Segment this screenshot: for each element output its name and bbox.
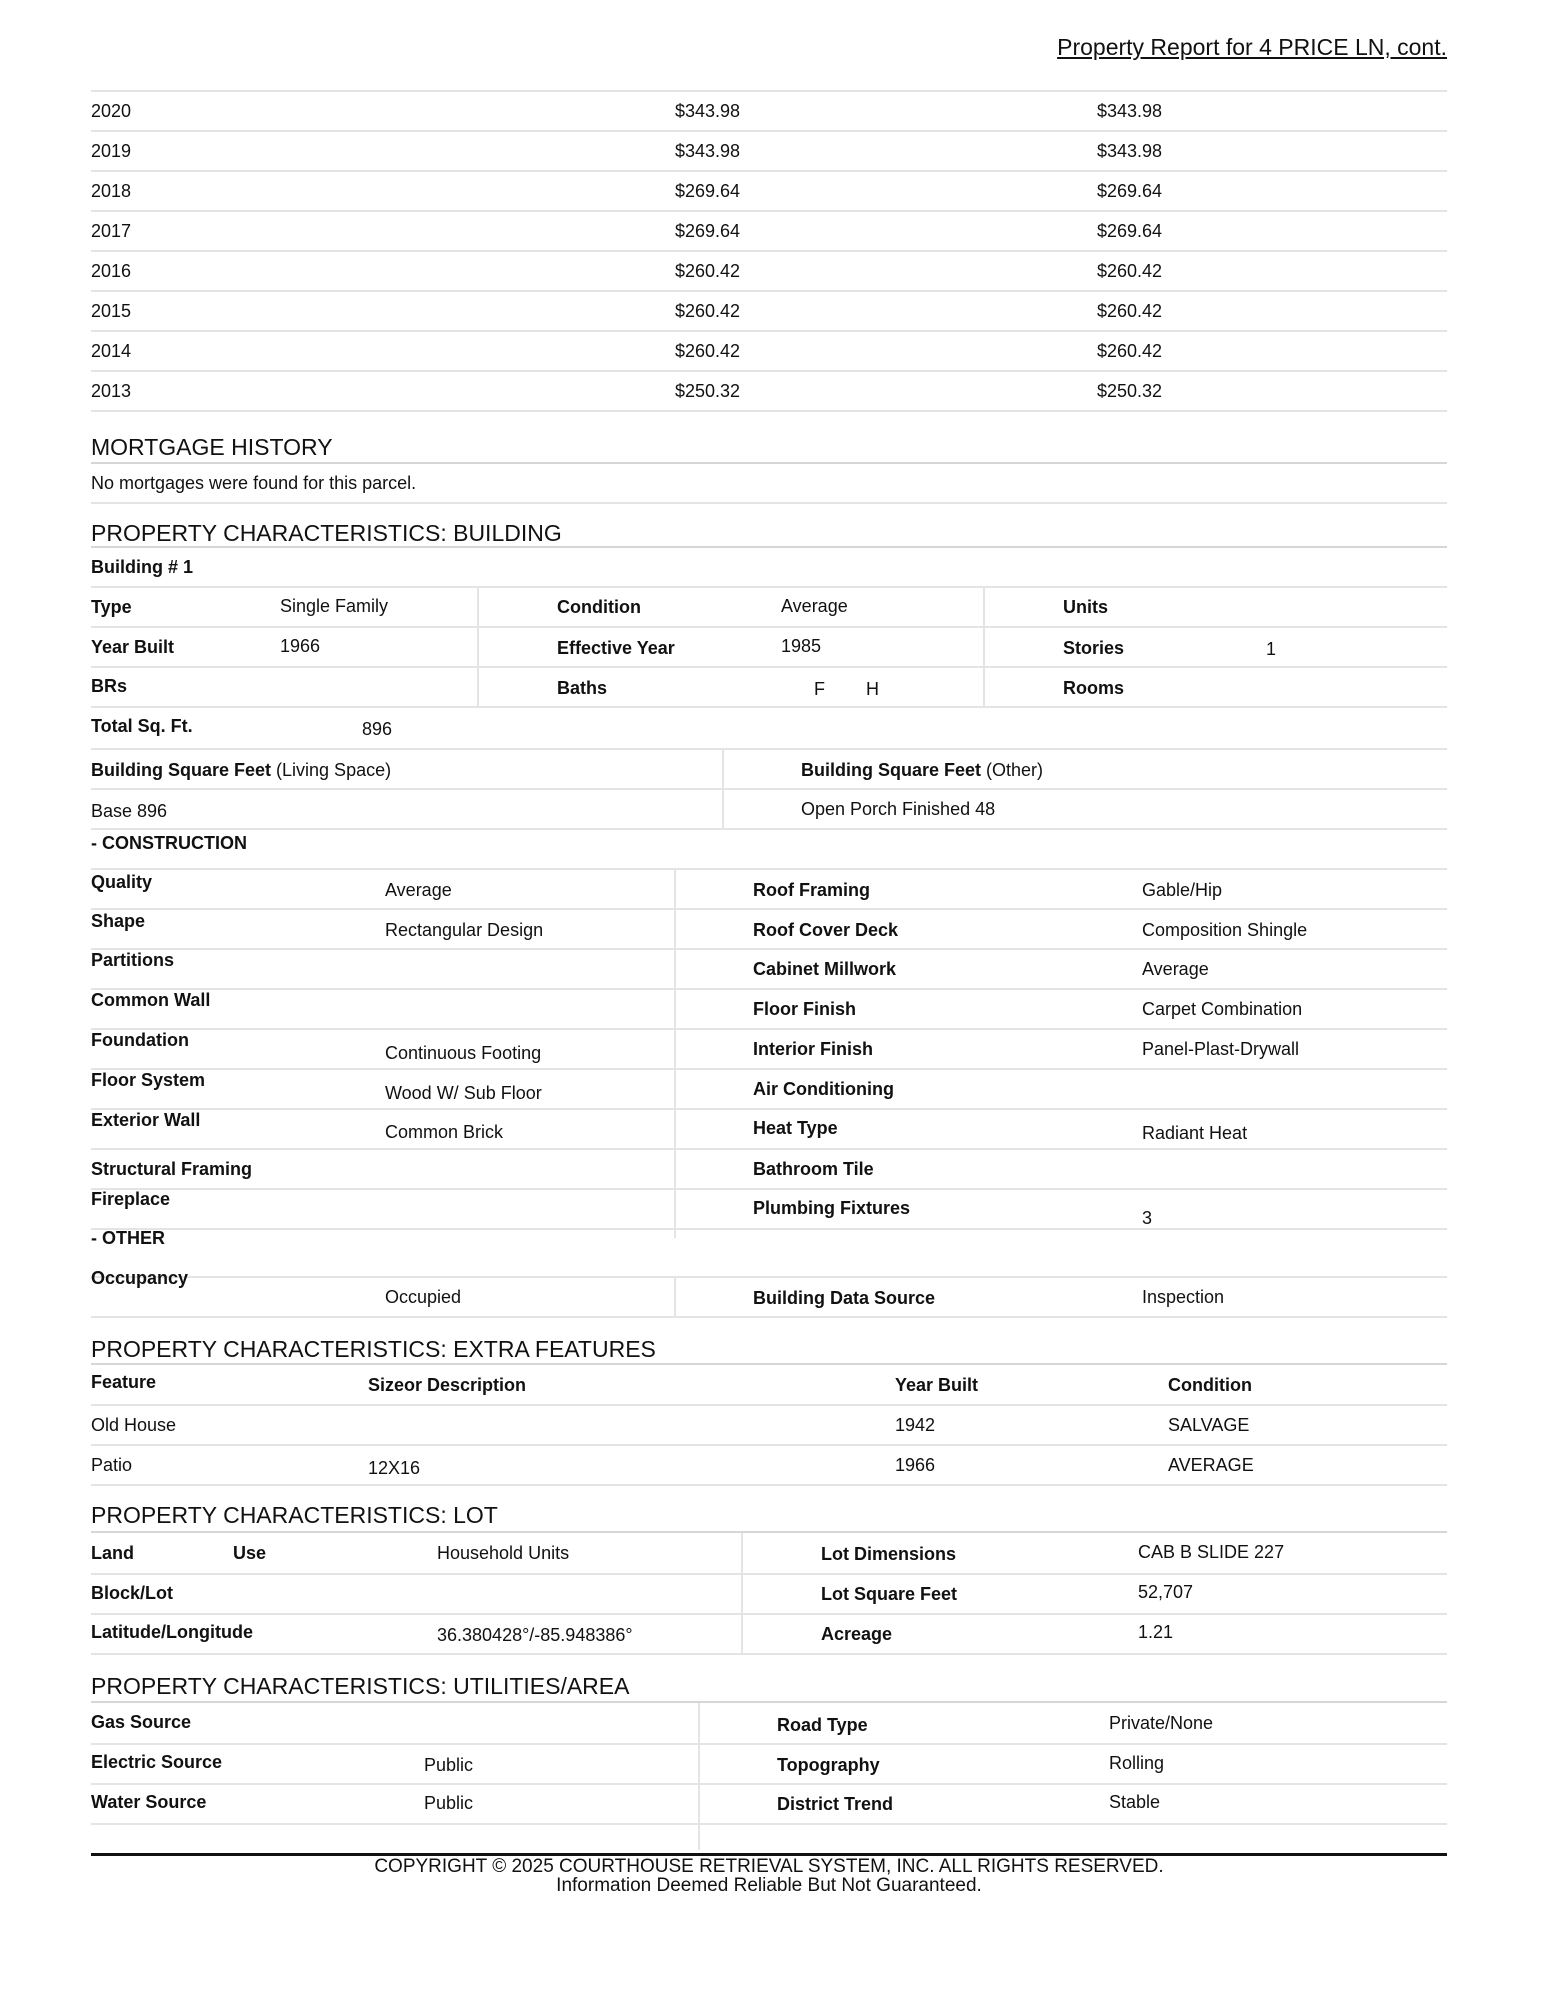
- tax-amount-1: $269.64: [675, 221, 741, 241]
- living-space-label: [91, 760, 391, 781]
- construction-label: Exterior Wall: [91, 1110, 201, 1130]
- feature-condition: AVERAGE: [1168, 1455, 1254, 1475]
- tax-year: 2020: [91, 101, 132, 121]
- extra-features-title-rule: [91, 1363, 1447, 1365]
- baths-half-marker: H: [866, 679, 879, 699]
- electric-source-value: Public: [424, 1755, 474, 1775]
- land-use-value: Household Units: [437, 1543, 570, 1563]
- type-value: Single Family: [280, 596, 389, 616]
- construction-value: Wood W/ Sub Floor: [385, 1083, 542, 1103]
- rule: [91, 1316, 1447, 1318]
- tax-amount-1: $260.42: [675, 261, 741, 281]
- construction-label: Plumbing Fixtures: [753, 1198, 911, 1218]
- tax-history-row: [91, 132, 1447, 172]
- rule: [91, 626, 1447, 628]
- electric-source-label: Electric Source: [91, 1752, 223, 1772]
- mortgage-bottom-rule: [91, 502, 1447, 504]
- lot-dimensions-label: Lot Dimensions: [821, 1544, 957, 1564]
- rooms-label: Rooms: [1063, 678, 1125, 698]
- tax-history-row: [91, 252, 1447, 292]
- building-data-source-label: Building Data Source: [753, 1288, 936, 1308]
- rule: [91, 748, 1447, 750]
- condition-label: Condition: [557, 597, 641, 617]
- occupancy-value: Occupied: [385, 1287, 462, 1307]
- size-column-header: Sizeor Description: [368, 1375, 527, 1395]
- units-label: Units: [1063, 597, 1108, 617]
- rule: [91, 788, 1447, 790]
- total-sqft-value: 896: [362, 719, 393, 739]
- copyright-text: COPYRIGHT © 2025 COURTHOUSE RETRIEVAL SYSTEM, INC. ALL RIGHTS RESERVED.: [374, 1856, 1164, 1877]
- year-built-value: 1966: [280, 636, 321, 656]
- rule: [91, 1743, 1447, 1745]
- type-label: Type: [91, 597, 132, 617]
- column-divider: [698, 1703, 700, 1850]
- effective-year-label: Effective Year: [557, 638, 675, 658]
- lot-title-rule: [91, 1531, 1447, 1533]
- extra-features-section-title: PROPERTY CHARACTERISTICS: EXTRA FEATURES: [91, 1336, 656, 1362]
- feature-name: Old House: [91, 1415, 177, 1435]
- district-trend-value: Stable: [1109, 1792, 1161, 1812]
- column-divider: [722, 750, 724, 830]
- report-page: [91, 0, 1447, 2000]
- rule: [91, 1228, 1447, 1230]
- acreage-label: Acreage: [821, 1624, 893, 1644]
- year-built-column-header: Year Built: [895, 1375, 979, 1395]
- mortgage-empty-message: No mortgages were found for this parcel.: [91, 473, 417, 493]
- lot-dimensions-value: CAB B SLIDE 227: [1138, 1542, 1285, 1562]
- tax-amount-1: $269.64: [675, 181, 741, 201]
- utilities-title-rule: [91, 1701, 1447, 1703]
- other-space-label-rest: (Other): [981, 760, 1044, 780]
- rule: [91, 1276, 1447, 1278]
- living-space-value: Base 896: [91, 801, 168, 821]
- tax-amount-2: $260.42: [1097, 341, 1163, 361]
- construction-label: Quality: [91, 872, 153, 892]
- tax-history-row: [91, 372, 1447, 412]
- tax-history-row: [91, 332, 1447, 372]
- acreage-value: 1.21: [1138, 1622, 1174, 1642]
- other-space-value: Open Porch Finished 48: [801, 799, 996, 819]
- other-space-label: [801, 760, 1043, 781]
- rule: [91, 988, 1447, 990]
- rule: [91, 1068, 1447, 1070]
- building-number: Building # 1: [91, 557, 194, 577]
- rule: [91, 1108, 1447, 1110]
- construction-value: Composition Shingle: [1142, 920, 1308, 940]
- construction-value: Gable/Hip: [1142, 880, 1223, 900]
- district-trend-label: District Trend: [777, 1794, 894, 1814]
- rule: [91, 868, 1447, 870]
- construction-label: Air Conditioning: [753, 1079, 894, 1099]
- tax-history-row: [91, 172, 1447, 212]
- construction-value: 3: [1142, 1208, 1153, 1228]
- rule: [91, 948, 1447, 950]
- rule: [91, 1653, 1447, 1655]
- tax-history-row: [91, 292, 1447, 332]
- tax-amount-1: $250.32: [675, 381, 741, 401]
- construction-label: Fireplace: [91, 1189, 171, 1209]
- lot-square-feet-label: Lot Square Feet: [821, 1584, 958, 1604]
- tax-amount-1: $260.42: [675, 341, 741, 361]
- column-divider: [983, 586, 985, 708]
- rule: [91, 1783, 1447, 1785]
- building-title-rule: [91, 546, 1447, 548]
- tax-year: 2013: [91, 381, 132, 401]
- construction-value: Rectangular Design: [385, 920, 544, 940]
- feature-condition: SALVAGE: [1168, 1415, 1250, 1435]
- construction-label: Foundation: [91, 1030, 189, 1050]
- tax-history-row: [91, 92, 1447, 132]
- construction-value: Average: [1142, 959, 1209, 979]
- tax-year: 2018: [91, 181, 132, 201]
- construction-label: Partitions: [91, 950, 175, 970]
- building-section-title: PROPERTY CHARACTERISTICS: BUILDING: [91, 520, 562, 546]
- tax-amount-2: $269.64: [1097, 181, 1163, 201]
- brs-label: BRs: [91, 676, 128, 696]
- land-label: Land: [91, 1543, 134, 1563]
- construction-value: Common Brick: [385, 1122, 504, 1142]
- construction-label: Roof Framing: [753, 880, 870, 900]
- condition-column-header: Condition: [1168, 1375, 1252, 1395]
- living-space-label-bold: Building Square Feet: [91, 760, 272, 780]
- effective-year-value: 1985: [781, 636, 822, 656]
- tax-amount-1: $343.98: [675, 101, 741, 121]
- road-type-label: Road Type: [777, 1715, 868, 1735]
- lot-section-title: PROPERTY CHARACTERISTICS: LOT: [91, 1502, 498, 1528]
- tax-year: 2014: [91, 341, 132, 361]
- column-divider: [741, 1533, 743, 1655]
- construction-value: Carpet Combination: [1142, 999, 1303, 1019]
- construction-label: Structural Framing: [91, 1159, 253, 1179]
- rule: [91, 706, 1447, 708]
- topography-label: Topography: [777, 1755, 880, 1775]
- utilities-section-title: PROPERTY CHARACTERISTICS: UTILITIES/AREA: [91, 1673, 630, 1699]
- building-data-source-value: Inspection: [1142, 1287, 1225, 1307]
- rule: [91, 1573, 1447, 1575]
- feature-year-built: 1942: [895, 1415, 936, 1435]
- gas-source-label: Gas Source: [91, 1712, 192, 1732]
- construction-label: Heat Type: [753, 1118, 838, 1138]
- construction-label: Interior Finish: [753, 1039, 874, 1059]
- construction-label: Shape: [91, 911, 146, 931]
- tax-history-row: [91, 212, 1447, 252]
- feature-column-header: Feature: [91, 1372, 157, 1392]
- rule: [91, 586, 1447, 588]
- rule: [91, 666, 1447, 668]
- rule: [91, 1823, 1447, 1825]
- living-space-label-rest: (Living Space): [271, 760, 392, 780]
- rule: [91, 1613, 1447, 1615]
- feature-row: [91, 1446, 1447, 1486]
- feature-name: Patio: [91, 1455, 133, 1475]
- tax-amount-2: $343.98: [1097, 141, 1163, 161]
- tax-amount-2: $260.42: [1097, 301, 1163, 321]
- tax-amount-2: $343.98: [1097, 101, 1163, 121]
- construction-label: Floor Finish: [753, 999, 856, 1019]
- page-header-title: Property Report for 4 PRICE LN, cont.: [1057, 34, 1447, 60]
- feature-year-built: 1966: [895, 1455, 936, 1475]
- construction-value: Continuous Footing: [385, 1043, 542, 1063]
- occupancy-label: Occupancy: [91, 1268, 189, 1288]
- block-lot-label: Block/Lot: [91, 1583, 174, 1603]
- feature-row: [91, 1406, 1447, 1446]
- lot-square-feet-value: 52,707: [1138, 1582, 1194, 1602]
- baths-label: Baths: [557, 678, 608, 698]
- construction-label: Bathroom Tile: [753, 1159, 874, 1179]
- disclaimer-text: Information Deemed Reliable But Not Guaranteed.: [556, 1875, 982, 1896]
- baths-full-marker: F: [814, 679, 825, 699]
- construction-subtitle: - CONSTRUCTION: [91, 833, 247, 853]
- tax-amount-2: $260.42: [1097, 261, 1163, 281]
- construction-label: Common Wall: [91, 990, 211, 1010]
- tax-year: 2019: [91, 141, 132, 161]
- construction-label: Floor System: [91, 1070, 206, 1090]
- column-divider: [674, 1278, 676, 1318]
- stories-value: 1: [1266, 639, 1277, 659]
- tax-year: 2017: [91, 221, 132, 241]
- other-space-label-bold: Building Square Feet: [801, 760, 982, 780]
- mortgage-title-rule: [91, 462, 1447, 464]
- other-subtitle: - OTHER: [91, 1228, 165, 1248]
- road-type-value: Private/None: [1109, 1713, 1214, 1733]
- tax-year: 2016: [91, 261, 132, 281]
- rule: [91, 1028, 1447, 1030]
- water-source-value: Public: [424, 1793, 474, 1813]
- mortgage-section-title: MORTGAGE HISTORY: [91, 434, 333, 460]
- tax-amount-1: $260.42: [675, 301, 741, 321]
- rule: [91, 1148, 1447, 1150]
- tax-amount-2: $269.64: [1097, 221, 1163, 241]
- water-source-label: Water Source: [91, 1792, 207, 1812]
- tax-year: 2015: [91, 301, 132, 321]
- total-sqft-label: Total Sq. Ft.: [91, 716, 193, 736]
- feature-size: 12X16: [368, 1458, 421, 1478]
- tax-amount-2: $250.32: [1097, 381, 1163, 401]
- year-built-label: Year Built: [91, 637, 175, 657]
- construction-value: Radiant Heat: [1142, 1123, 1248, 1143]
- lat-long-label: Latitude/Longitude: [91, 1622, 253, 1642]
- column-divider: [477, 586, 479, 708]
- rule: [91, 1188, 1447, 1190]
- column-divider: [674, 870, 676, 1238]
- topography-value: Rolling: [1109, 1753, 1165, 1773]
- lat-long-value: 36.380428°/-85.948386°: [437, 1625, 633, 1645]
- tax-amount-1: $343.98: [675, 141, 741, 161]
- construction-label: Cabinet Millwork: [753, 959, 897, 979]
- stories-label: Stories: [1063, 638, 1125, 658]
- condition-value: Average: [781, 596, 848, 616]
- use-label: Use: [233, 1543, 267, 1563]
- rule: [91, 828, 1447, 830]
- construction-label: Roof Cover Deck: [753, 920, 899, 940]
- rule: [91, 908, 1447, 910]
- construction-value: Panel-Plast-Drywall: [1142, 1039, 1300, 1059]
- construction-value: Average: [385, 880, 452, 900]
